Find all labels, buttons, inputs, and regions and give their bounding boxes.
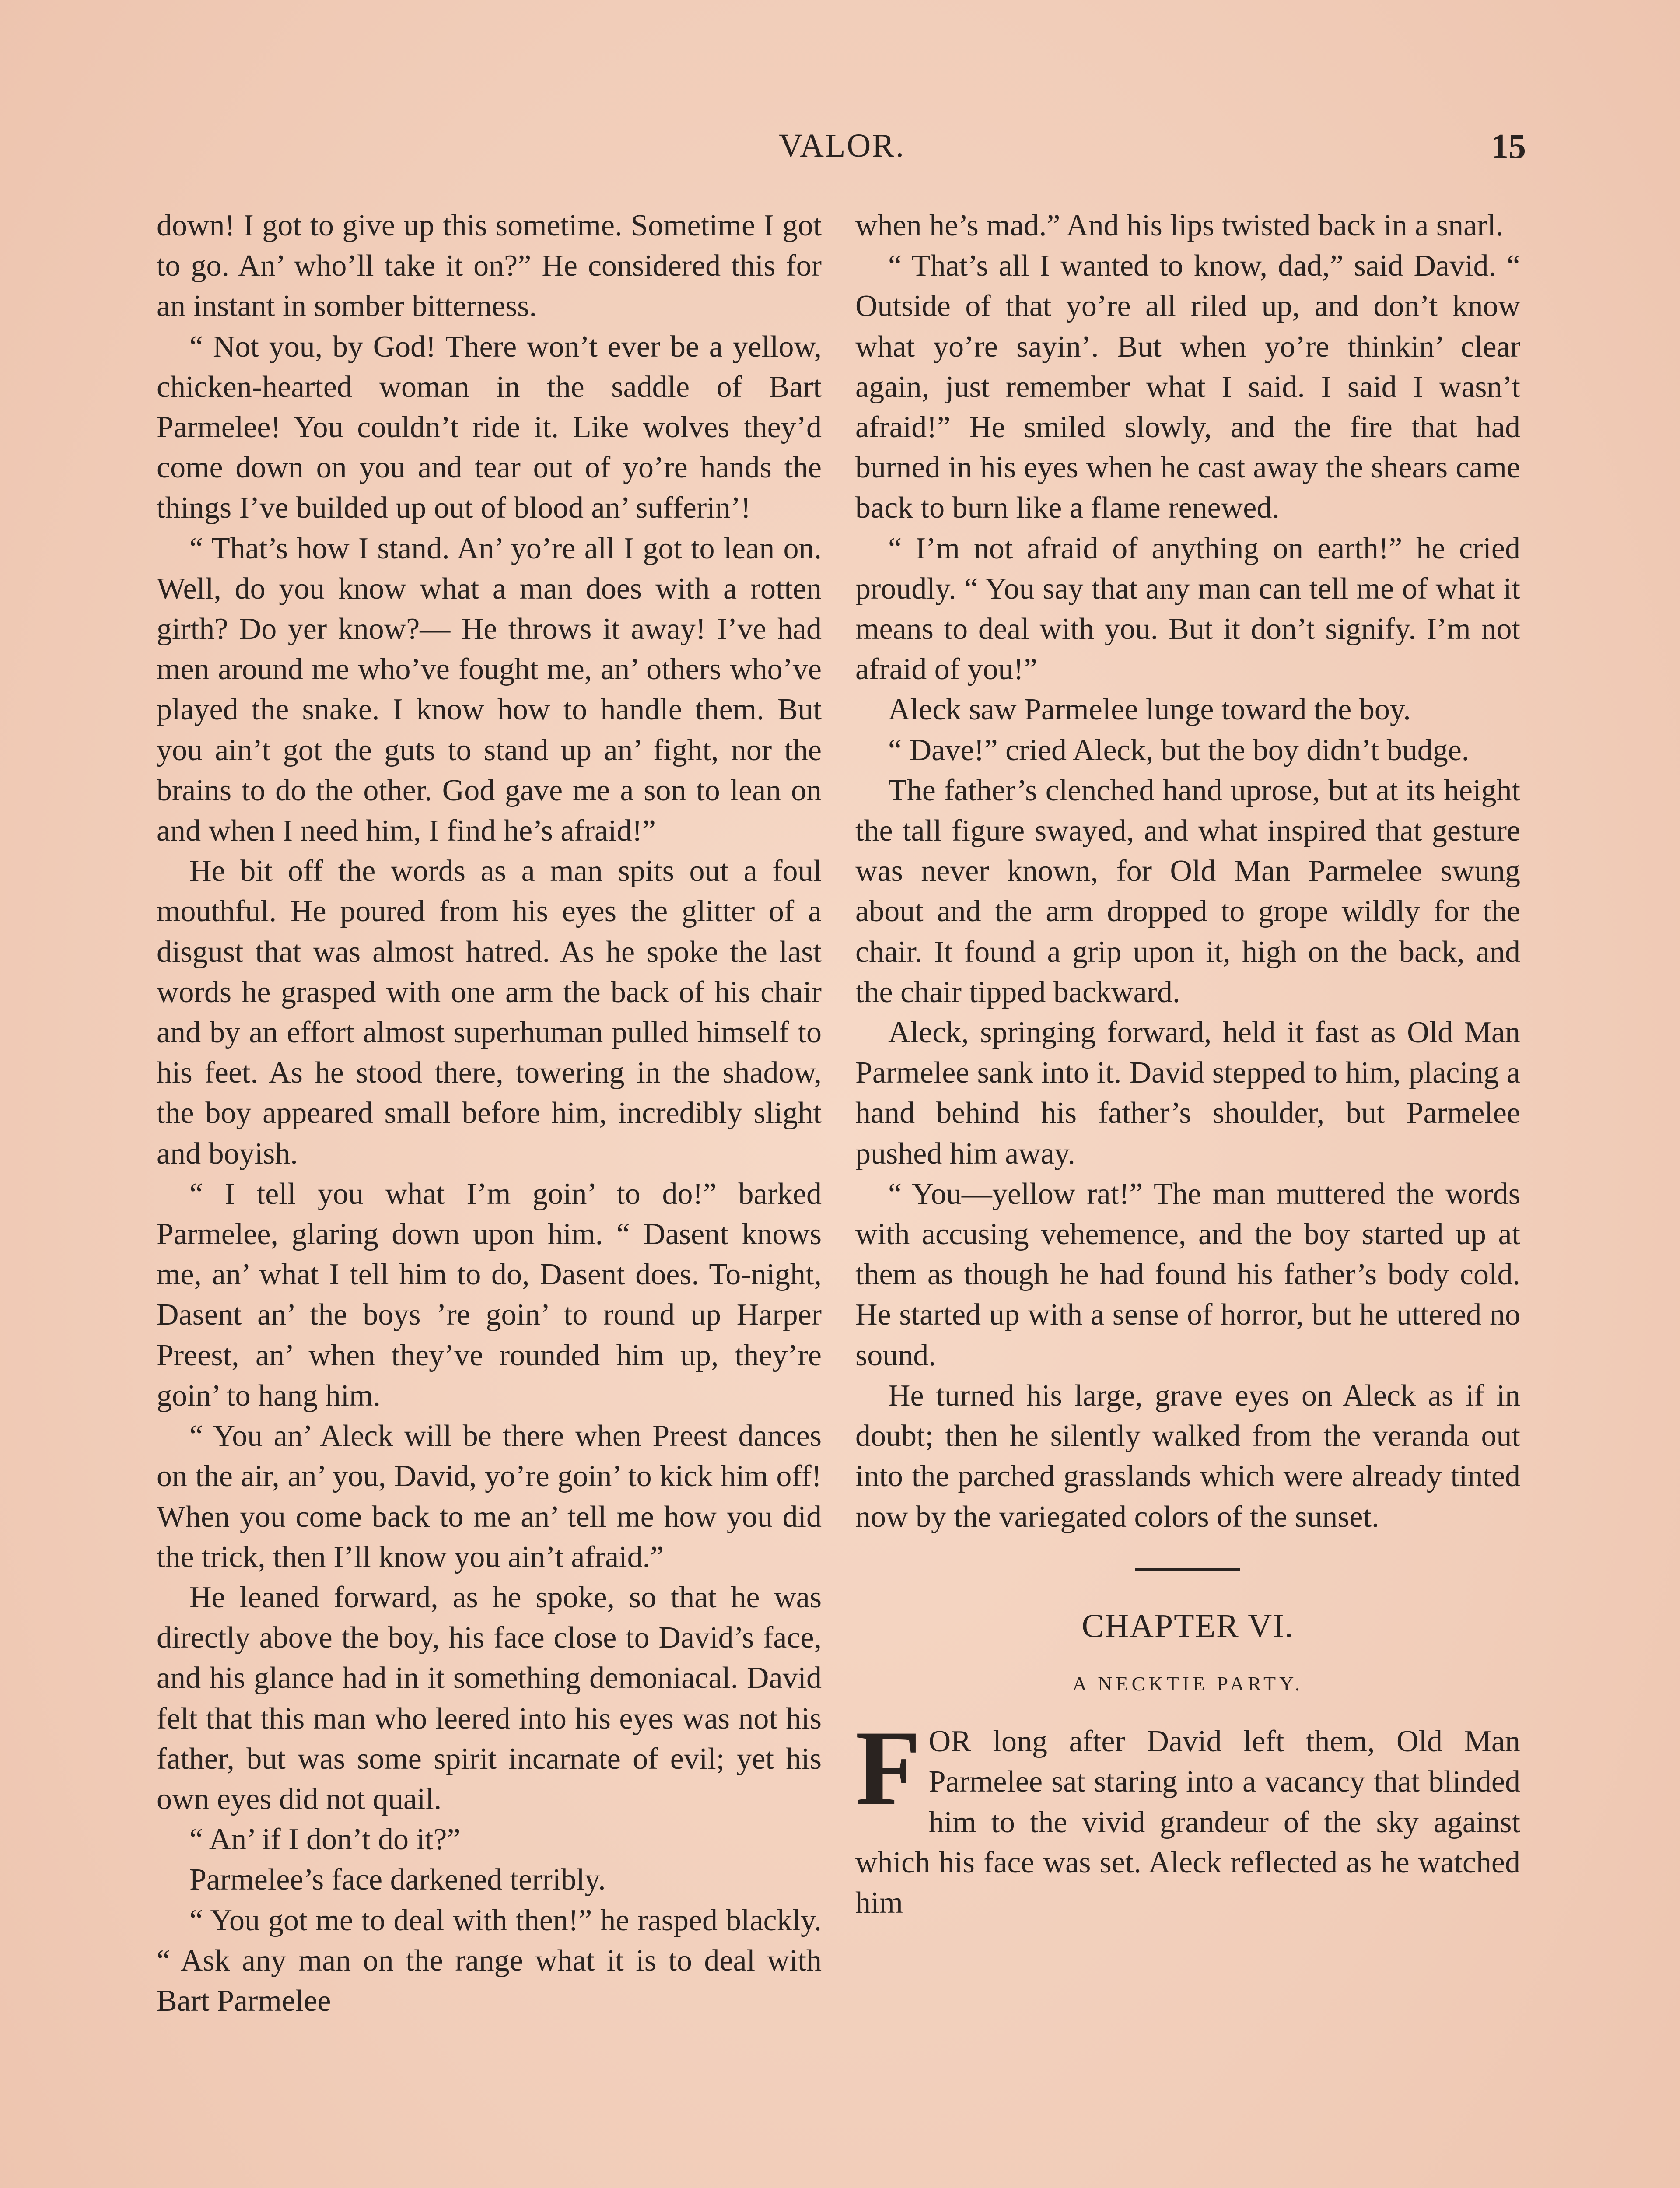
page-number: 15 bbox=[1491, 127, 1526, 166]
paragraph: “ I’m not afraid of anything on earth!” he cried proudly. “ You say that any man can tell me of what it means to deal with you. But it don’t signify. I’m not afraid of you!” bbox=[855, 531, 1520, 687]
paragraph: “ Not you, by God! There won’t ever be a yellow, chicken-hearted woman in the saddle of Bart Parmelee! You couldn’t ride it. Like wolves they’d come down on you and tear out of yo’re hands the things I’ve builded up out of blood an’ sufferin’! bbox=[157, 330, 822, 525]
paragraph: Aleck, springing forward, held it fast as Old Man Parmelee sank into it. David stepped to him, placing a hand behind his father’s shoulder, but Parmelee pushed him away. bbox=[855, 1016, 1520, 1171]
drop-cap: F bbox=[855, 1708, 921, 1827]
paragraph: He turned his large, grave eyes on Aleck as if in doubt; then he silently walked from the veranda out into the parched grasslands which were already tinted now by the variegated colors of the sunset. bbox=[855, 1378, 1520, 1534]
paragraph: “ You—yellow rat!” The man muttered the words with accusing vehemence, and the boy started up at them as though he had found his father’s body cold. He started up with a sense of horror, but he uttered no sound. bbox=[855, 1177, 1520, 1372]
paragraph: He bit off the words as a man spits out a foul mouthful. He poured from his eyes the glitter of a disgust that was almost hatred. As he spoke the last words he grasped with one arm the back of his chair and by an effort almost superhuman pulled himself to his feet. As he stood there, towering in the shadow, the boy appeared small before him, incredibly slight and boyish. bbox=[157, 854, 822, 1171]
chapter-opening-paragraph bbox=[855, 1708, 1520, 1923]
paragraph: Aleck saw Parmelee lunge toward the boy. bbox=[888, 693, 1411, 727]
paragraph: “ You an’ Aleck will be there when Preest dances on the air, an’ you, David, yo’re goin’ to kick him off! When you come back to me an’ tell me how you did the trick, then I’ll know you ain’t afraid.” bbox=[157, 1419, 822, 1574]
paragraph: when he’s mad.” And his lips twisted back in a snarl. bbox=[855, 209, 1504, 242]
running-head: VALOR. bbox=[779, 127, 905, 164]
paragraph: “ An’ if I don’t do it?” bbox=[189, 1823, 461, 1857]
paragraph: “ You got me to deal with then!” he rasped blackly. “ Ask any man on the range what it is to deal with Bart Parmelee bbox=[157, 1903, 822, 2018]
paragraph: “ I tell you what I’m goin’ to do!” barked Parmelee, glaring down upon him. “ Dasent knows me, an’ what I tell him to do, Dasent does. To-night, Dasent an’ the boys ’re goin’ to round up Harper Preest, an’ when they’ve rounded him up, they’re goin’ to hang him. bbox=[157, 1177, 822, 1413]
paragraph: Parmelee’s face darkened terribly. bbox=[189, 1863, 606, 1897]
chapter-title: CHAPTER VI. bbox=[1082, 1607, 1294, 1645]
paragraph: The father’s clenched hand uprose, but at its height the tall figure swayed, and what inspired that gesture was never known, for Old Man Parmelee swung about and the arm dropped to grope wildly for the chair. It found a grip upon it, high on the back, and the chair tipped backward. bbox=[855, 773, 1520, 1009]
opening-text: OR long after David left them, Old Man Parmelee sat staring into a vacancy that blinded him to the vivid grandeur of the sky against which his face was set. Aleck reflected as he watched him bbox=[855, 1725, 1520, 1920]
paragraph: “ That’s all I wanted to know, dad,” said David. “ Outside of that yo’re all riled up, and don’t know what yo’re sayin’. But when yo’re thinkin’ clear again, just remember what I said. I said I wasn’t afraid!” He smiled slowly, and the fire that had burned in his eyes when he cast away the shears came back to burn like a flame renewed. bbox=[855, 249, 1520, 525]
paragraph: He leaned forward, as he spoke, so that he was directly above the boy, his face close to David’s face, and his glance had in it something demoniacal. David felt that this man who leered into his eyes was not his father, but was some spirit incarnate of evil; yet his own eyes did not quail. bbox=[157, 1580, 822, 1816]
paragraph: “ That’s how I stand. An’ yo’re all I got to lean on. Well, do you know what a man does with a rotten girth? Do yer know?— He throws it away! I’ve had men around me who’ve fought me, an’ others who’ve played the snake. I know how to handle them. But you ain’t got the guts to stand up an’ fight, nor the brains to do the other. God gave me a son to lean on and when I need him, I find he’s afraid!” bbox=[157, 531, 822, 848]
right-column bbox=[855, 206, 1520, 1923]
left-column bbox=[157, 206, 822, 2021]
section-divider bbox=[1135, 1568, 1240, 1571]
paragraph: down! I got to give up this sometime. Sometime I got to go. An’ who’ll take it on?” He considered this for an instant in somber bitterness. bbox=[157, 209, 822, 323]
paragraph: “ Dave!” cried Aleck, but the boy didn’t budge. bbox=[888, 733, 1470, 767]
chapter-subtitle: A NECKTIE PARTY. bbox=[1072, 1672, 1303, 1695]
